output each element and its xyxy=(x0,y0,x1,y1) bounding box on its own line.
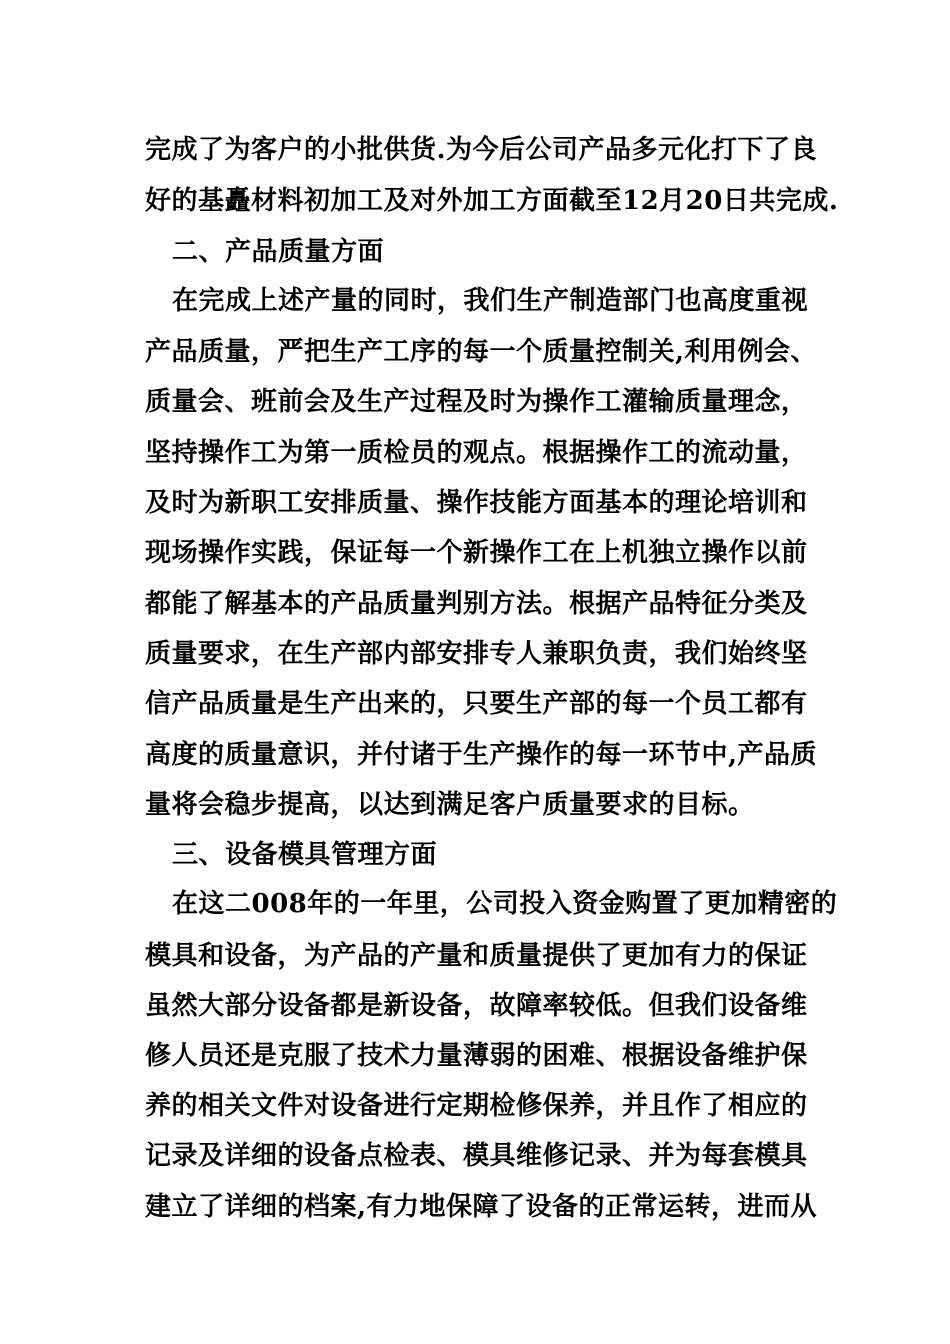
text-line-12: 信产品质量是生产出来的，只要生产部的每一个员工都有 xyxy=(145,689,808,719)
text-line-9: 现场操作实践，保证每一个新操作工在上机独立操作以前 xyxy=(145,538,808,568)
section-heading-quality: 二、产品质量方面 xyxy=(172,237,385,267)
text-line-4: 在完成上述产量的同时，我们生产制造部门也高度重视 xyxy=(172,286,809,316)
text-line-16: 在这二008年的一年里，公司投入资金购置了更加精密的 xyxy=(172,889,838,919)
section-heading-equipment: 三、设备模具管理方面 xyxy=(172,840,438,870)
text-line-8: 及时为新职工安排质量、操作技能方面基本的理论培训和 xyxy=(145,488,808,518)
text-line-5: 产品质量，严把生产工序的每一个质量控制关,利用例会、 xyxy=(145,337,818,367)
text-line-1: 完成了为客户的小批供货.为今后公司产品多元化打下了良 xyxy=(145,135,818,165)
text-line-22: 建立了详细的档案,有力地保障了设备的正常运转，进而从 xyxy=(145,1192,818,1222)
text-line-21: 记录及详细的设备点检表、模具维修记录、并为每套模具 xyxy=(145,1141,808,1171)
text-line-10: 都能了解基本的产品质量判别方法。根据产品特征分类及 xyxy=(145,589,808,619)
text-line-13: 高度的质量意识，并付诸于生产操作的每一环节中,产品质 xyxy=(145,740,818,770)
text-line-11: 质量要求，在生产部内部安排专人兼职负责，我们始终坚 xyxy=(145,639,808,669)
text-line-20: 养的相关文件对设备进行定期检修保养，并且作了相应的 xyxy=(145,1091,808,1121)
text-line-14: 量将会稳步提高，以达到满足客户质量要求的目标。 xyxy=(145,790,755,820)
text-line-6: 质量会、班前会及生产过程及时为操作工灌输质量理念， xyxy=(145,387,808,417)
text-line-18: 虽然大部分设备都是新设备，故障率较低。但我们设备维 xyxy=(145,991,808,1021)
text-line-19: 修人员还是克服了技术力量薄弱的困难、根据设备维护保 xyxy=(145,1041,808,1071)
text-line-2: 好的基矗材料初加工及对外加工方面截至12月20日共完成. xyxy=(145,186,839,216)
text-line-7: 坚持操作工为第一质检员的观点。根据操作工的流动量， xyxy=(145,438,808,468)
text-line-17: 模具和设备，为产品的产量和质量提供了更加有力的保证 xyxy=(145,941,808,971)
